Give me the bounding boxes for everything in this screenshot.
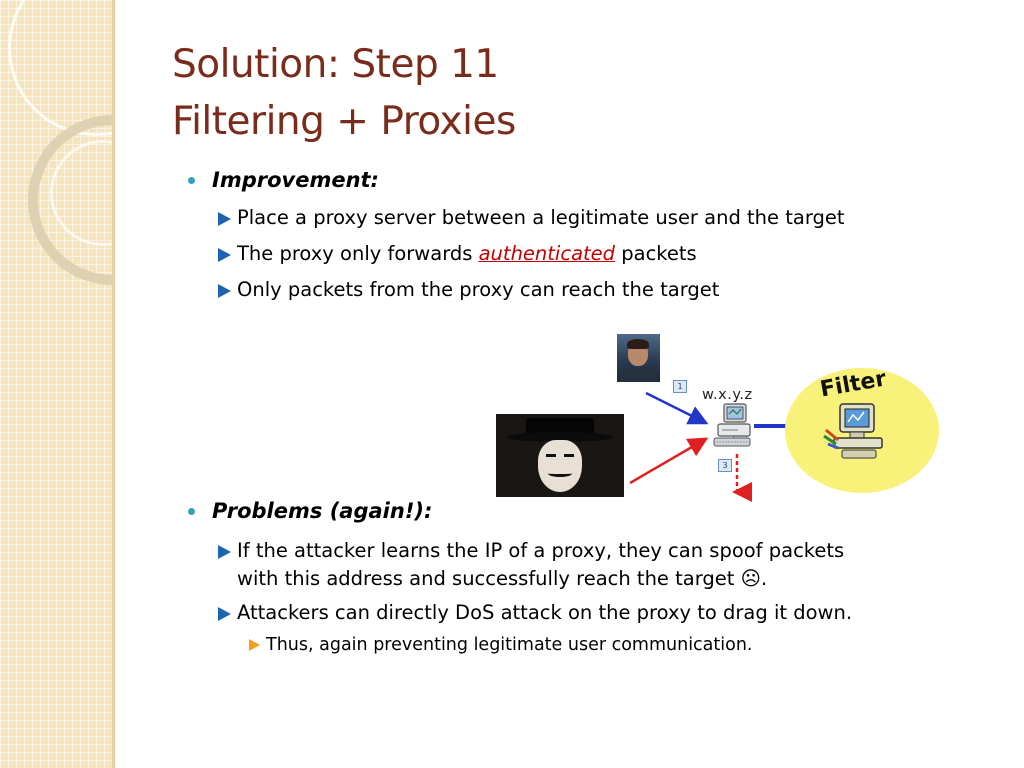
step-3-badge: 3 <box>718 459 732 472</box>
improvement-heading <box>188 168 379 192</box>
mask-eye <box>546 454 556 457</box>
arrow-bullet-icon <box>218 212 231 226</box>
improvement-point-2 <box>216 240 697 268</box>
mask-eye <box>564 454 574 457</box>
arrow-bullet-icon <box>218 284 231 298</box>
problems-heading-text: Problems (again!): <box>212 499 433 523</box>
problem-point-2 <box>216 599 852 627</box>
problem-point-line: with this address and successfully reach the target ☹. <box>237 567 768 590</box>
problem-sub-point-text: Thus, again preventing legitimate user communication. <box>266 635 753 655</box>
improvement-point-text: Place a proxy server between a legitimate user and the target <box>237 206 845 229</box>
problem-point-text <box>237 537 844 593</box>
improvement-point-3 <box>216 276 719 304</box>
point-text-after: packets <box>615 242 697 265</box>
improvement-point-text <box>237 240 697 268</box>
improvement-point-1 <box>216 204 845 232</box>
user-to-proxy-arrow <box>646 393 704 422</box>
sub-arrow-bullet-icon <box>249 639 260 651</box>
problem-point-line: If the attacker learns the IP of a proxy, they can spoof packets <box>237 539 845 562</box>
step-1-badge: 1 <box>673 380 687 393</box>
arrow-bullet-icon <box>218 607 231 621</box>
title-line-2: Filtering + Proxies <box>172 99 516 144</box>
attacker-to-proxy-arrow <box>630 440 704 483</box>
problem-sub-point <box>247 633 753 657</box>
user-hair <box>627 339 649 349</box>
filter-computer-icon <box>822 400 894 462</box>
proxy-server-icon <box>708 400 758 452</box>
title-line-1: Solution: Step 11 <box>172 42 499 87</box>
legitimate-user-photo <box>617 334 660 382</box>
arrow-bullet-icon <box>218 545 231 559</box>
improvement-point-text: Only packets from the proxy can reach the target <box>237 278 720 301</box>
problems-heading <box>188 499 432 523</box>
authenticated-emphasis: authenticated <box>478 242 616 265</box>
point-text-before: The proxy only forwards <box>237 242 479 265</box>
problem-point-1 <box>216 537 844 593</box>
improvement-heading-text: Improvement: <box>212 168 379 192</box>
mask-mustache <box>548 470 572 477</box>
slide-title <box>172 36 516 150</box>
bullet-dot-icon <box>188 177 195 184</box>
proxy-address-label: w.x.y.z <box>702 387 753 403</box>
attacker-mask <box>538 440 582 492</box>
sidebar-divider <box>112 0 115 768</box>
problem-point-text: Attackers can directly DoS attack on the proxy to drag it down. <box>237 601 853 624</box>
arrow-bullet-icon <box>218 248 231 262</box>
filter-label: Filter <box>818 366 889 403</box>
decorative-sidebar <box>0 0 112 768</box>
bullet-dot-icon <box>188 508 195 515</box>
